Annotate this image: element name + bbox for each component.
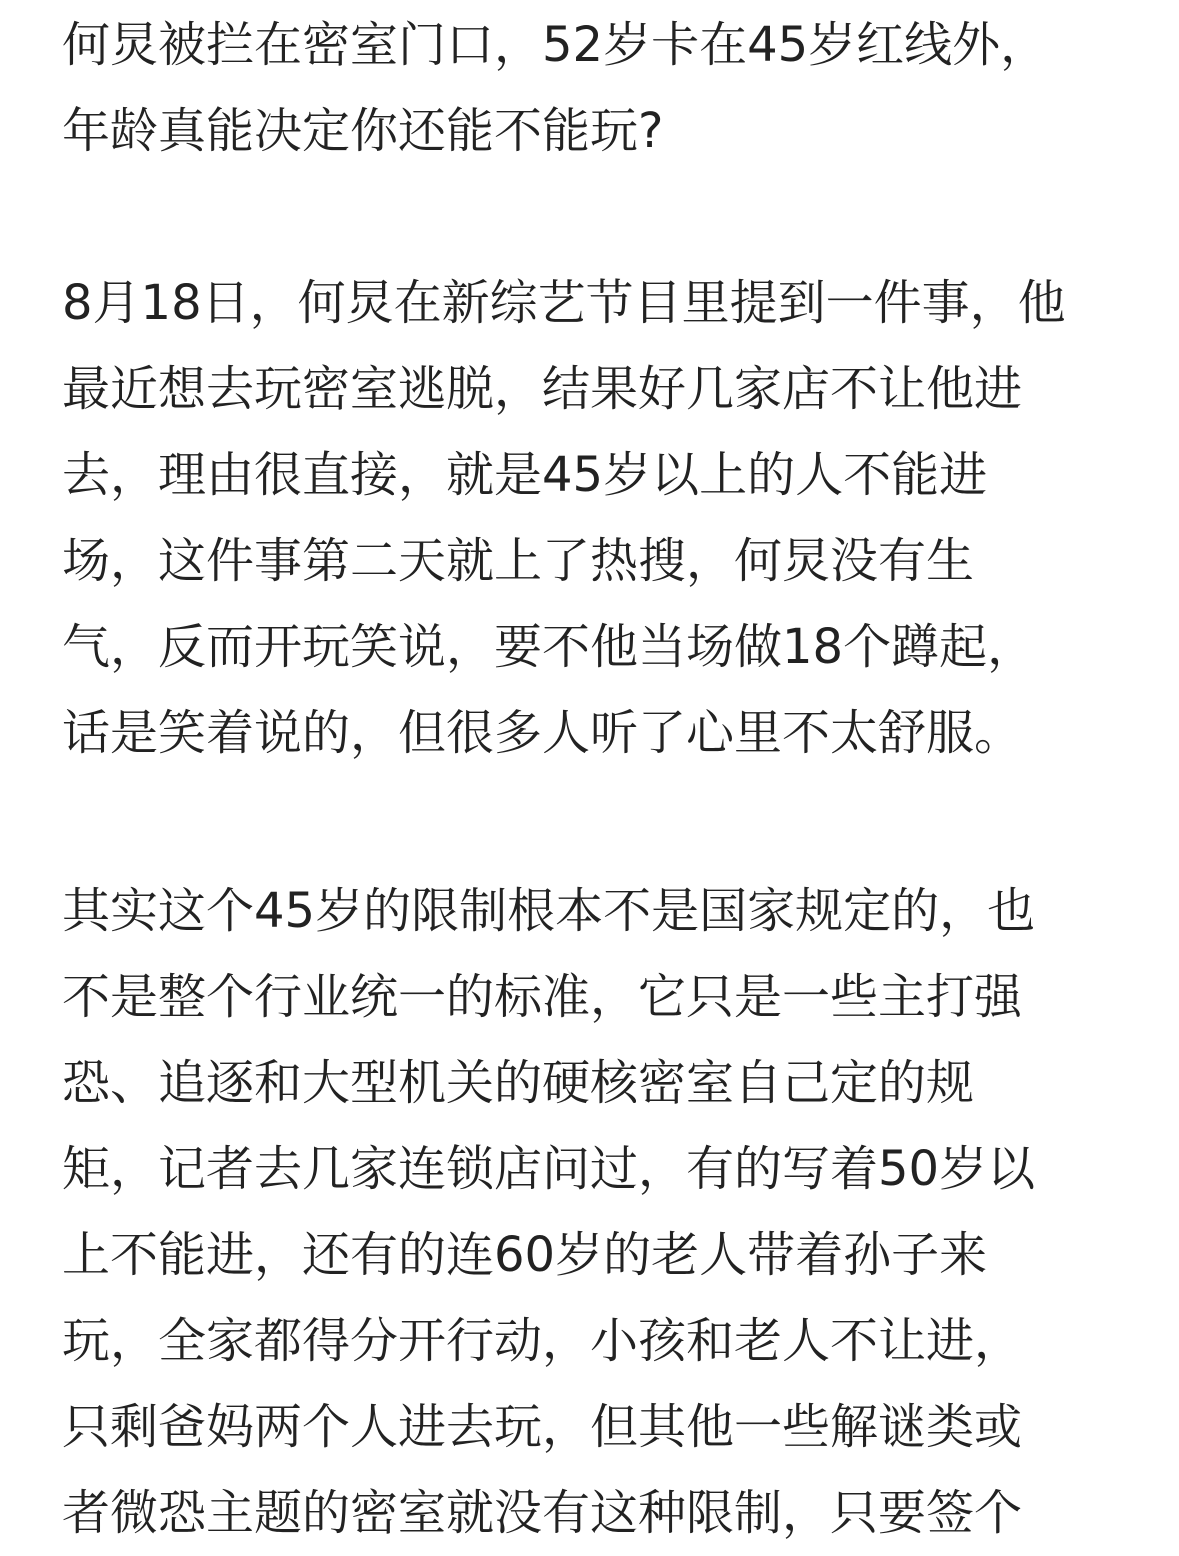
paragraph-line: 最近想去玩密室逃脱，结果好几家店不让他进 [62,361,1023,417]
paragraph-line: 去，理由很直接，就是45岁以上的人不能进 [62,447,988,503]
paragraph-line: 只剩爸妈两个人进去玩，但其他一些解谜类或 [62,1399,1023,1455]
article-body [62,0,1122,1556]
paragraph-line: 场，这件事第二天就上了热搜，何炅没有生 [62,533,975,589]
paragraph-line: 话是笑着说的，但很多人听了心里不太舒服。 [62,705,1023,761]
paragraph-spacer [62,776,1122,868]
paragraph-line: 8月18日，何炅在新综艺节目里提到一件事，他 [62,275,1066,331]
title-line: 年龄真能决定你还能不能玩? [62,103,664,159]
article-title [62,2,1122,174]
paragraph-line: 其实这个45岁的限制根本不是国家规定的，也 [62,883,1036,939]
paragraph-line: 玩，全家都得分开行动，小孩和老人不让进， [62,1313,1023,1369]
paragraph-2 [62,868,1122,1556]
paragraph-line: 矩，记者去几家连锁店问过，有的写着50岁以 [62,1141,1036,1197]
paragraph-spacer [62,174,1122,260]
paragraph-line: 上不能进，还有的连60岁的老人带着孙子来 [62,1227,988,1283]
paragraph-1 [62,260,1122,776]
paragraph-line: 者微恐主题的密室就没有这种限制，只要签个 [62,1485,1023,1541]
paragraph-line: 不是整个行业统一的标准，它只是一些主打强 [62,969,1023,1025]
paragraph-line: 气，反而开玩笑说，要不他当场做18个蹲起， [62,619,1036,675]
paragraph-line: 恐、追逐和大型机关的硬核密室自己定的规 [62,1055,975,1111]
title-line: 何炅被拦在密室门口，52岁卡在45岁红线外， [62,17,1049,73]
